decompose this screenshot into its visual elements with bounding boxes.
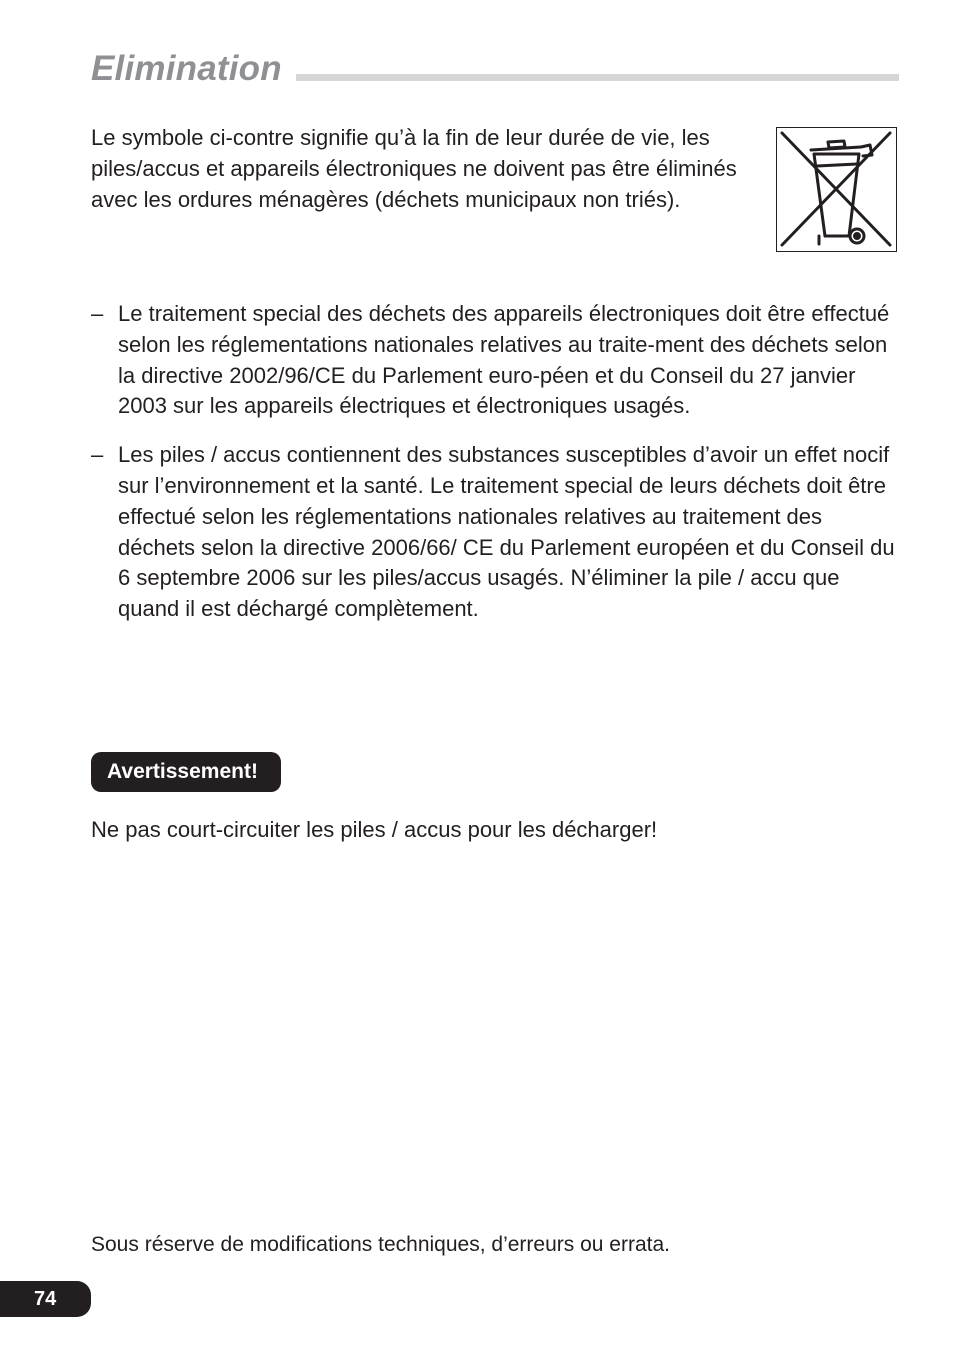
disposal-rules-list (91, 299, 903, 643)
list-item-text: Le traitement special des déchets des appareils électroniques doit être effectué selon les réglementations nationales relatives au traite-ment des déchets selon la directive 2002/96/CE du Parlement euro-péen et du Conseil du 27 janvier 2003 sur les appareils électriques et électroniques usagés. (118, 301, 890, 419)
intro-paragraph: Le symbole ci-contre signifie qu’à la fin de leur durée de vie, les piles/accus et appareils électroniques ne doivent pas être éliminés avec les ordures ménagères (déchets municipaux non triés). (91, 125, 737, 212)
warning-badge: Avertissement! (91, 752, 281, 792)
footer-disclaimer: Sous réserve de modifications techniques, d’erreurs ou errata. (91, 1233, 670, 1256)
bullet-marker: – (91, 442, 104, 468)
list-item-text: Les piles / accus contiennent des substances susceptibles d’avoir un effet nocif sur l’environnement et la santé. Le traitement special de leurs déchets doit être effectué selon les réglementations nationales relatives au traitement des déchets selon la directive 2006/66/ CE du Parlement européen et du Conseil du 6 septembre 2006 sur les piles/accus usagés. N’éliminer la pile / accu que quand il est déchargé complètement. (118, 442, 895, 622)
list-item (91, 440, 903, 625)
crossed-out-wheelie-bin-icon (776, 127, 897, 252)
title-rule (296, 74, 899, 81)
page-number: 74 (0, 1281, 91, 1317)
page-title: Elimination (91, 49, 282, 88)
list-item (91, 299, 903, 422)
bullet-marker: – (91, 301, 104, 326)
warning-text: Ne pas court-circuiter les piles / accus pour les décharger! (91, 817, 658, 842)
